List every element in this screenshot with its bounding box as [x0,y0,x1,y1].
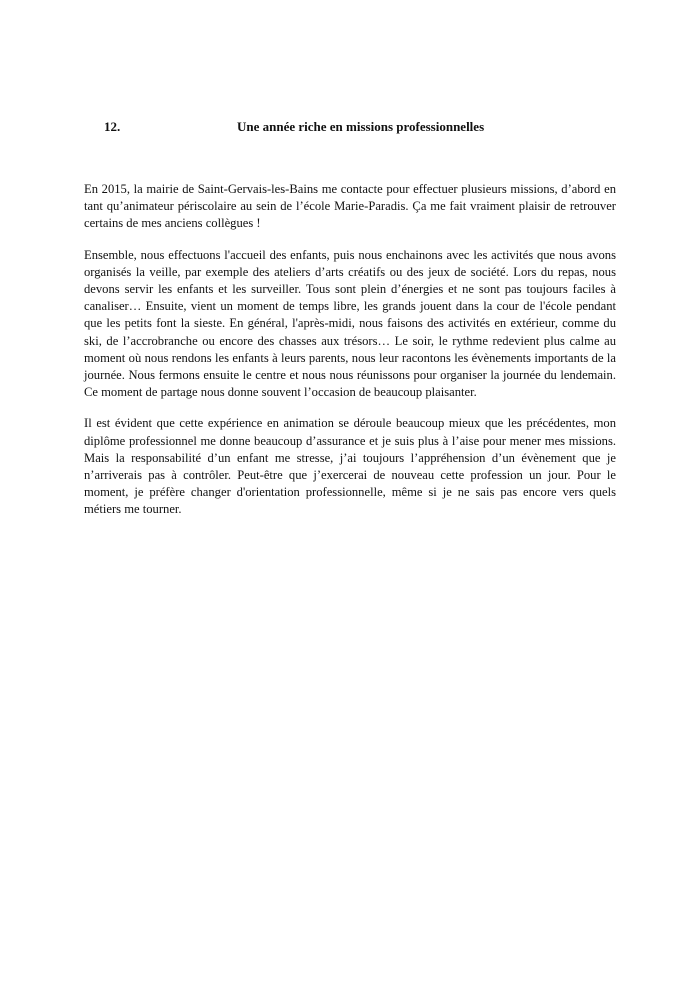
chapter-number: 12. [104,119,121,134]
paragraph-intro: En 2015, la mairie de Saint-Gervais-les-Bains me contacte pour effectuer plusieurs missions, d’abord en tant qu’animateur périscolaire au sein de l’école Marie-Paradis. Ça me fait vraiment plaisir de retrouver certains de mes anciens collègues ! [84,182,616,231]
paragraph-reflection: Il est évident que cette expérience en animation se déroule beaucoup mieux que les précédentes, mon diplôme professionnel me donne beaucoup d’assurance et je suis plus à l’aise pour mener mes missions. Mais la responsabilité d’un enfant me stresse, j’ai toujours l’appréhension d’un évènement que je n’arriverais pas à contrôler. Peut-être que j’exercerai de nouveau cette profession un jour. Pour le moment, je préfère changer d'orientation professionnelle, même si je ne sais pas encore vers quels métiers me tourner. [84,416,616,517]
body-text [84,181,616,533]
paragraph-daily-routine: Ensemble, nous effectuons l'accueil des enfants, puis nous enchainons avec les activités que nous avons organisés la veille, par exemple des ateliers d’arts créatifs ou des jeux de société. Lors du repas, nous devons servir les enfants et les surveiller. Tous sont plein d’énergies et ne sont pas toujours faciles à canaliser… Ensuite, vient un moment de temps libre, les grands jouent dans la cour de l'école pendant que les petits font la sieste. En général, l'après-midi, nous faisons des activités en extérieur, comme du ski, de l’accrobranche ou encore des chasses aux trésors… Le soir, le rythme redevient plus calme au moment où nous rendons les enfants à leurs parents, nous leur racontons les évènements importants de la journée. Nous fermons ensuite le centre et nous nous réunissons pour organiser la journée du lendemain. Ce moment de partage nous donne souvent l’occasion de beaucoup plaisanter. [84,247,616,400]
chapter-title: Une année riche en missions professionnelles [237,119,485,134]
